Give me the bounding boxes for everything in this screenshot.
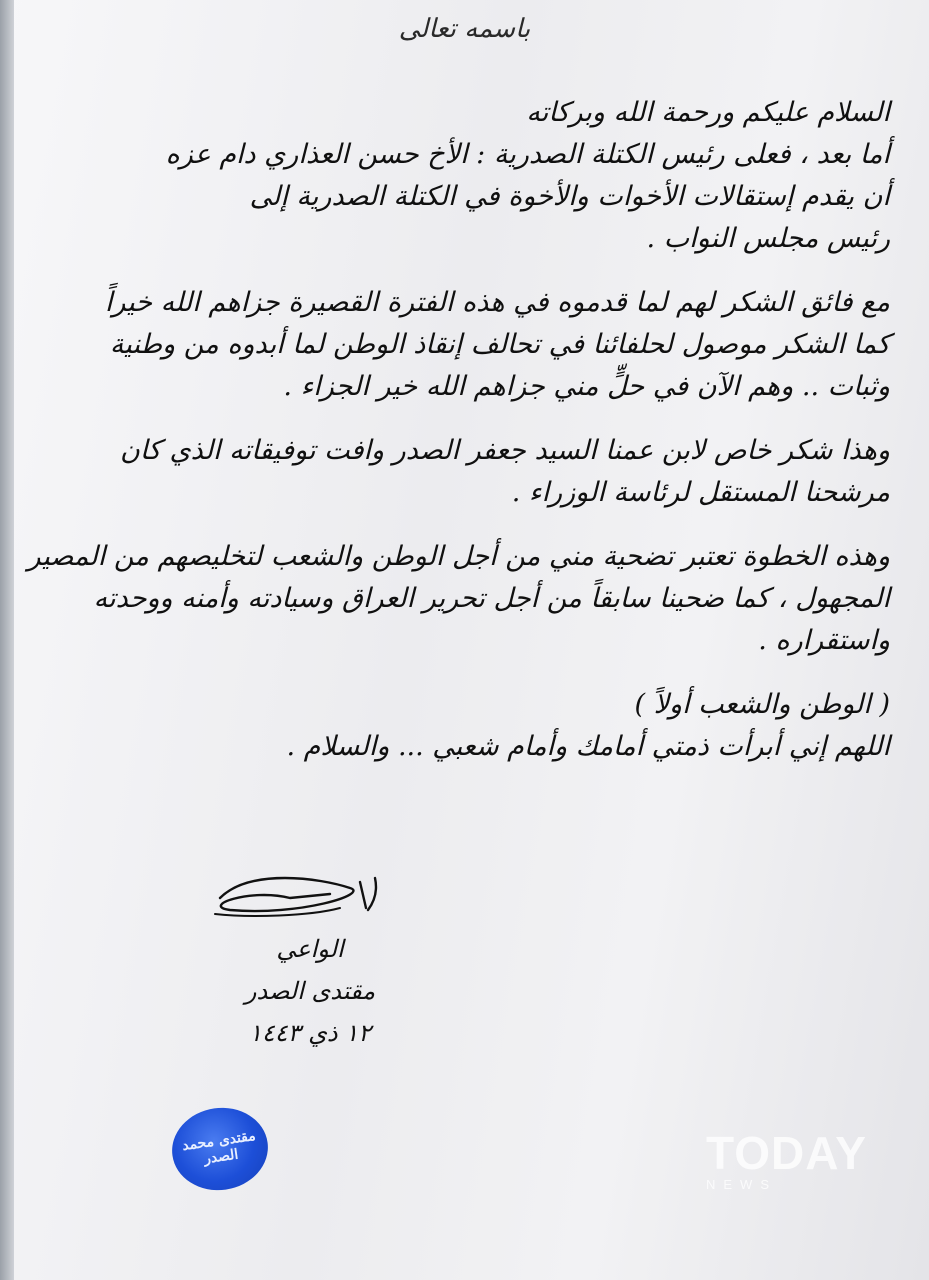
motto: ( الوطن والشعب أولاً ) <box>634 689 890 720</box>
paragraph-3-line-1: وهذا شكر خاص لابن عمنا السيد جعفر الصدر وافت توفيقاته الذي كان <box>120 435 890 466</box>
signer-title: الواعي <box>276 935 344 963</box>
letter-date: ١٢ ذي ١٤٤٣ <box>248 1019 372 1047</box>
paragraph-3-line-2: مرشحنا المستقل لرئاسة الوزراء . <box>511 477 890 508</box>
paragraph-1-line-1: أما بعد ، فعلى رئيس الكتلة الصدرية : الأخ حسن العذاري دام عزه <box>165 139 890 170</box>
paragraph-4-line-2: المجهول ، كما ضحينا سابقاً من أجل تحرير العراق وسيادته وأمنه ووحدته <box>93 583 890 614</box>
handwritten-signature <box>160 858 460 928</box>
paragraph-2-line-2: كما الشكر موصول لحلفائنا في تحالف إنقاذ الوطن لما أبدوه من وطنية <box>109 329 890 360</box>
closing-prayer: اللهم إني أبرأت ذمتي أمامك وأمام شعبي ... والسلام . <box>286 731 890 762</box>
paragraph-2-line-1: مع فائق الشكر لهم لما قدموه في هذه الفترة القصيرة جزاهم الله خيراً <box>104 287 890 318</box>
signer-name: مقتدى الصدر <box>244 977 376 1005</box>
blue-seal-stamp <box>167 1102 273 1197</box>
greeting: السلام عليكم ورحمة الله وبركاته <box>526 97 890 128</box>
signature-block <box>160 858 460 1054</box>
today-news-watermark <box>706 1128 890 1194</box>
paragraph-1-line-3: رئيس مجلس النواب . <box>646 223 890 254</box>
paragraph-4-line-3: واستقراره . <box>758 625 890 656</box>
paragraph-2-line-3: وثبات .. وهم الآن في حلٍّ مني جزاهم الله خير الجزاء . <box>283 371 890 402</box>
watermark-sub: NEWS <box>706 1177 777 1192</box>
basmala-header: باسمه تعالى <box>398 14 531 44</box>
paragraph-1-line-2: أن يقدم إستقالات الأخوات والأخوة في الكتلة الصدرية إلى <box>249 181 890 212</box>
paragraph-4-line-1: وهذه الخطوة تعتبر تضحية مني من أجل الوطن والشعب لتخليصهم من المصير <box>27 541 890 572</box>
letter-body <box>27 92 890 768</box>
watermark-brand: TODAY <box>706 1127 867 1179</box>
seal-text: مقتدى محمد الصدر <box>181 1128 257 1168</box>
